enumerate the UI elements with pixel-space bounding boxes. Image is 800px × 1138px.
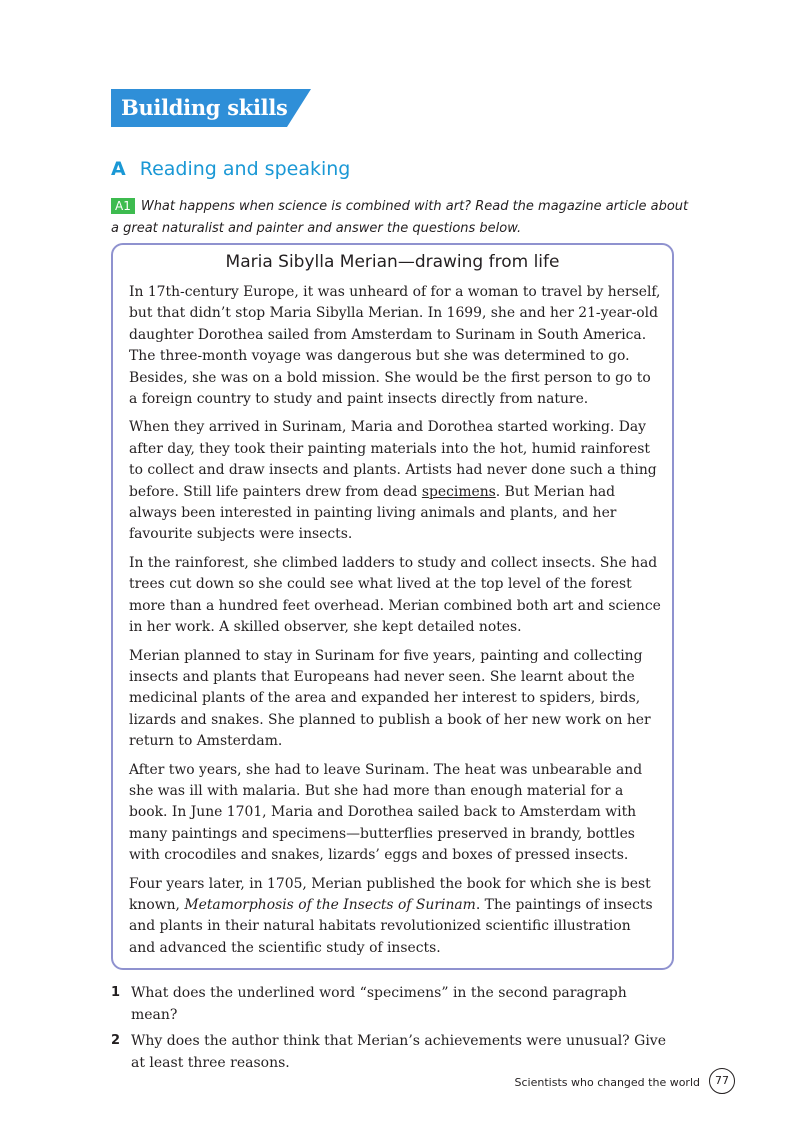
activity-instruction [111,196,691,240]
article-paragraph: Four years later, in 1705, Merian published the book for which she is best known, Metamorphosis of the Insects of Surinam. The paintings of insects and plants in their natural habitats revolutionized scientific illustration and advanced the scientific study of insects. [129,875,653,956]
question-text: Why does the author think that Merian’s achievements were unusual? Give at least three reasons. [131,1033,666,1071]
instruction-text: What happens when science is combined with art? Read the magazine article about a great naturalist and painter and answer the questions below. [111,199,689,236]
question-text: What does the underlined word “specimens” in the second paragraph mean? [131,985,627,1023]
question-item [111,982,671,1026]
question-item [111,1030,671,1074]
section-heading [111,158,350,180]
article-title: Maria Sibylla Merian—drawing from life [225,252,560,272]
article-paragraph: In 17th-century Europe, it was unheard of for a woman to travel by herself, but that didn’t stop Maria Sibylla Merian. In 1699, she and her 21-year-old daughter Dorothea sailed from Amsterdam to Surinam in South America. The three-month voyage was dangerous but she was determined to go. Besides, she was on a bold mission. She would be the first person to go to a foreign country to study and paint insects directly from nature. [129,284,661,408]
activity-badge: A1 [111,198,135,214]
question-number: 1 [111,985,121,1000]
section-title: Reading and speaking [139,158,351,180]
book-title: Metamorphosis of the Insects of Surinam [184,896,476,913]
banner-title: Building skills [121,95,288,120]
underlined-word: specimens [421,483,496,500]
question-list [111,982,671,1078]
footer-chapter-title: Scientists who changed the world [514,1076,700,1089]
question-number: 2 [111,1033,121,1048]
article-paragraph: Merian planned to stay in Surinam for five years, painting and collecting insects and plants that Europeans had never seen. She learnt about the medicinal plants of the area and expanded her interest to spiders, birds, lizards and snakes. She planned to publish a book of her new work on her return to Amsterdam. [129,647,651,750]
article-paragraph: When they arrived in Surinam, Maria and Dorothea started working. Day after day, they took their painting materials into the hot, humid rainforest to collect and draw insects and plants. Artists had never done such a thing before. Still life painters drew from dead specimens. But Merian had always been interested in painting living animals and plants, and her favourite subjects were insects. [129,419,657,543]
article-body [129,282,661,966]
section-letter: A [111,158,126,180]
page-number: 77 [709,1068,735,1094]
article-paragraph: After two years, she had to leave Surinam. The heat was unbearable and she was ill with malaria. But she had more than enough material for a book. In June 1701, Maria and Dorothea sailed back to Amsterdam with many paintings and specimens—butterflies preserved in brandy, bottles with crocodiles and snakes, lizards’ eggs and boxes of pressed insects. [129,761,643,864]
article-paragraph: In the rainforest, she climbed ladders to study and collect insects. She had trees cut down so she could see what lived at the top level of the forest more than a hundred feet overhead. Merian combined both art and science in her work. A skilled observer, she kept detailed notes. [129,554,661,636]
